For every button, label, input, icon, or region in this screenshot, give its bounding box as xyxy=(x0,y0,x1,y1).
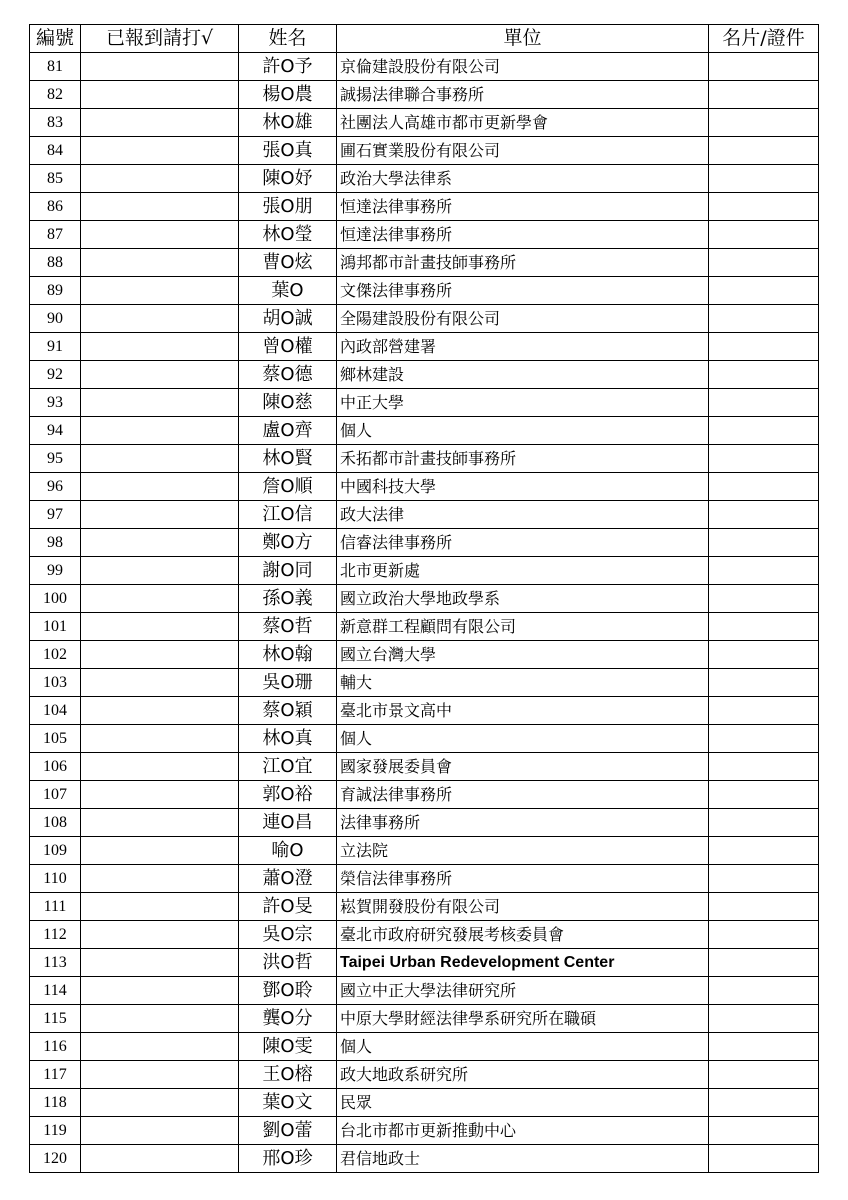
attendee-name: 林O瑩 xyxy=(239,221,337,249)
card-cell[interactable] xyxy=(709,977,819,1005)
table-row xyxy=(30,473,819,501)
checkin-cell[interactable] xyxy=(81,305,239,333)
card-cell[interactable] xyxy=(709,837,819,865)
attendee-unit: 國立政治大學地政學系 xyxy=(337,585,709,613)
attendee-name: 鄭O方 xyxy=(239,529,337,557)
row-number: 117 xyxy=(30,1061,81,1089)
checkin-cell[interactable] xyxy=(81,389,239,417)
table-body xyxy=(30,53,819,1173)
table-row xyxy=(30,613,819,641)
header-unit: 單位 xyxy=(337,25,709,53)
card-cell[interactable] xyxy=(709,557,819,585)
table-row xyxy=(30,697,819,725)
checkin-cell[interactable] xyxy=(81,1061,239,1089)
attendee-unit: 誠揚法律聯合事務所 xyxy=(337,81,709,109)
attendee-name: 喻O xyxy=(239,837,337,865)
row-number: 114 xyxy=(30,977,81,1005)
attendee-name: 曾O權 xyxy=(239,333,337,361)
attendee-unit: 恒達法律事務所 xyxy=(337,221,709,249)
checkin-cell[interactable] xyxy=(81,893,239,921)
card-cell[interactable] xyxy=(709,193,819,221)
attendee-name: 曹O炫 xyxy=(239,249,337,277)
attendee-unit: 台北市都市更新推動中心 xyxy=(337,1117,709,1145)
table-row xyxy=(30,389,819,417)
attendee-name: 林O賢 xyxy=(239,445,337,473)
attendee-unit: 文傑法律事務所 xyxy=(337,277,709,305)
row-number: 86 xyxy=(30,193,81,221)
row-number: 102 xyxy=(30,641,81,669)
row-number: 106 xyxy=(30,753,81,781)
attendee-name: 詹O順 xyxy=(239,473,337,501)
card-cell[interactable] xyxy=(709,697,819,725)
row-number: 109 xyxy=(30,837,81,865)
attendee-unit: 民眾 xyxy=(337,1089,709,1117)
attendee-name: 林O真 xyxy=(239,725,337,753)
card-cell[interactable] xyxy=(709,1061,819,1089)
checkin-cell[interactable] xyxy=(81,585,239,613)
row-number: 101 xyxy=(30,613,81,641)
attendee-unit: 政治大學法律系 xyxy=(337,165,709,193)
attendee-name: 洪O哲 xyxy=(239,949,337,977)
card-cell[interactable] xyxy=(709,53,819,81)
attendee-unit: 全陽建設股份有限公司 xyxy=(337,305,709,333)
row-number: 94 xyxy=(30,417,81,445)
card-cell[interactable] xyxy=(709,417,819,445)
attendee-unit: 圃石實業股份有限公司 xyxy=(337,137,709,165)
table-row xyxy=(30,1117,819,1145)
card-cell[interactable] xyxy=(709,389,819,417)
card-cell[interactable] xyxy=(709,81,819,109)
attendee-unit: 國立台灣大學 xyxy=(337,641,709,669)
table-row xyxy=(30,81,819,109)
checkin-cell[interactable] xyxy=(81,1089,239,1117)
table-row xyxy=(30,361,819,389)
card-cell[interactable] xyxy=(709,1145,819,1173)
table-row xyxy=(30,1061,819,1089)
table-row xyxy=(30,221,819,249)
attendee-unit: 政大法律 xyxy=(337,501,709,529)
attendee-name: 謝O同 xyxy=(239,557,337,585)
attendee-name: 楊O農 xyxy=(239,81,337,109)
row-number: 97 xyxy=(30,501,81,529)
card-cell[interactable] xyxy=(709,641,819,669)
card-cell[interactable] xyxy=(709,921,819,949)
checkin-cell[interactable] xyxy=(81,753,239,781)
checkin-cell[interactable] xyxy=(81,333,239,361)
row-number: 120 xyxy=(30,1145,81,1173)
table-row xyxy=(30,669,819,697)
card-cell[interactable] xyxy=(709,221,819,249)
attendee-unit: 臺北市景文高中 xyxy=(337,697,709,725)
row-number: 92 xyxy=(30,361,81,389)
table-row xyxy=(30,1033,819,1061)
attendee-name: 許O予 xyxy=(239,53,337,81)
checkin-cell[interactable] xyxy=(81,949,239,977)
checkin-cell[interactable] xyxy=(81,865,239,893)
row-number: 119 xyxy=(30,1117,81,1145)
attendee-name: 陳O慈 xyxy=(239,389,337,417)
attendee-name: 張O真 xyxy=(239,137,337,165)
header-name: 姓名 xyxy=(239,25,337,53)
row-number: 107 xyxy=(30,781,81,809)
attendee-unit: 育誠法律事務所 xyxy=(337,781,709,809)
row-number: 110 xyxy=(30,865,81,893)
card-cell[interactable] xyxy=(709,585,819,613)
header-checkin: 已報到請打√ xyxy=(81,25,239,53)
table-row xyxy=(30,333,819,361)
table-row xyxy=(30,949,819,977)
attendee-unit: 個人 xyxy=(337,417,709,445)
attendee-unit: 輔大 xyxy=(337,669,709,697)
checkin-cell[interactable] xyxy=(81,977,239,1005)
card-cell[interactable] xyxy=(709,277,819,305)
attendee-unit: 社團法人高雄市都市更新學會 xyxy=(337,109,709,137)
attendee-name: 郭O裕 xyxy=(239,781,337,809)
checkin-cell[interactable] xyxy=(81,193,239,221)
checkin-cell[interactable] xyxy=(81,613,239,641)
row-number: 84 xyxy=(30,137,81,165)
attendee-name: 劉O蕾 xyxy=(239,1117,337,1145)
row-number: 91 xyxy=(30,333,81,361)
attendee-name: 蔡O穎 xyxy=(239,697,337,725)
attendee-name: 張O朋 xyxy=(239,193,337,221)
row-number: 81 xyxy=(30,53,81,81)
checkin-cell[interactable] xyxy=(81,921,239,949)
row-number: 98 xyxy=(30,529,81,557)
attendee-name: 葉O xyxy=(239,277,337,305)
attendee-unit: Taipei Urban Redevelopment Center xyxy=(337,949,709,977)
row-number: 93 xyxy=(30,389,81,417)
card-cell[interactable] xyxy=(709,1005,819,1033)
checkin-cell[interactable] xyxy=(81,165,239,193)
table-row xyxy=(30,501,819,529)
attendee-unit: 君信地政士 xyxy=(337,1145,709,1173)
table-row xyxy=(30,109,819,137)
attendee-name: 許O旻 xyxy=(239,893,337,921)
attendee-name: 鄧O聆 xyxy=(239,977,337,1005)
table-row xyxy=(30,305,819,333)
card-cell[interactable] xyxy=(709,473,819,501)
row-number: 100 xyxy=(30,585,81,613)
table-row xyxy=(30,1005,819,1033)
checkin-cell[interactable] xyxy=(81,81,239,109)
table-row xyxy=(30,417,819,445)
checkin-cell[interactable] xyxy=(81,137,239,165)
card-cell[interactable] xyxy=(709,949,819,977)
attendee-unit: 國家發展委員會 xyxy=(337,753,709,781)
table-row xyxy=(30,865,819,893)
attendee-unit: 個人 xyxy=(337,1033,709,1061)
table-row xyxy=(30,837,819,865)
attendee-unit: 法律事務所 xyxy=(337,809,709,837)
row-number: 115 xyxy=(30,1005,81,1033)
attendee-unit: 中原大學財經法律學系研究所在職碩 xyxy=(337,1005,709,1033)
attendee-name: 吳O宗 xyxy=(239,921,337,949)
card-cell[interactable] xyxy=(709,865,819,893)
card-cell[interactable] xyxy=(709,613,819,641)
row-number: 104 xyxy=(30,697,81,725)
card-cell[interactable] xyxy=(709,501,819,529)
checkin-cell[interactable] xyxy=(81,529,239,557)
table-row xyxy=(30,809,819,837)
attendee-name: 連O昌 xyxy=(239,809,337,837)
attendee-unit: 禾拓都市計畫技師事務所 xyxy=(337,445,709,473)
card-cell[interactable] xyxy=(709,109,819,137)
row-number: 105 xyxy=(30,725,81,753)
attendee-unit: 中國科技大學 xyxy=(337,473,709,501)
row-number: 82 xyxy=(30,81,81,109)
checkin-cell[interactable] xyxy=(81,725,239,753)
card-cell[interactable] xyxy=(709,361,819,389)
header-card: 名片/證件 xyxy=(709,25,819,53)
attendee-name: 盧O齊 xyxy=(239,417,337,445)
card-cell[interactable] xyxy=(709,725,819,753)
table-row xyxy=(30,53,819,81)
row-number: 96 xyxy=(30,473,81,501)
table-row xyxy=(30,193,819,221)
card-cell[interactable] xyxy=(709,305,819,333)
table-row xyxy=(30,277,819,305)
checkin-cell[interactable] xyxy=(81,1005,239,1033)
card-cell[interactable] xyxy=(709,1033,819,1061)
attendee-unit: 政大地政系研究所 xyxy=(337,1061,709,1089)
card-cell[interactable] xyxy=(709,781,819,809)
attendee-name: 林O翰 xyxy=(239,641,337,669)
card-cell[interactable] xyxy=(709,669,819,697)
attendee-name: 龔O分 xyxy=(239,1005,337,1033)
table-row xyxy=(30,921,819,949)
checkin-cell[interactable] xyxy=(81,1033,239,1061)
attendee-name: 邢O珍 xyxy=(239,1145,337,1173)
card-cell[interactable] xyxy=(709,753,819,781)
attendee-name: 胡O誠 xyxy=(239,305,337,333)
row-number: 89 xyxy=(30,277,81,305)
attendee-unit: 臺北市政府研究發展考核委員會 xyxy=(337,921,709,949)
table-row xyxy=(30,641,819,669)
row-number: 83 xyxy=(30,109,81,137)
card-cell[interactable] xyxy=(709,445,819,473)
checkin-cell[interactable] xyxy=(81,473,239,501)
attendee-name: 葉O文 xyxy=(239,1089,337,1117)
card-cell[interactable] xyxy=(709,1089,819,1117)
attendance-table xyxy=(29,24,819,1173)
checkin-cell[interactable] xyxy=(81,249,239,277)
attendee-unit: 鄉林建設 xyxy=(337,361,709,389)
card-cell[interactable] xyxy=(709,249,819,277)
attendee-name: 吳O珊 xyxy=(239,669,337,697)
row-number: 118 xyxy=(30,1089,81,1117)
checkin-cell[interactable] xyxy=(81,109,239,137)
attendee-name: 林O雄 xyxy=(239,109,337,137)
attendee-name: 蕭O澄 xyxy=(239,865,337,893)
attendee-unit: 信睿法律事務所 xyxy=(337,529,709,557)
attendee-unit: 國立中正大學法律研究所 xyxy=(337,977,709,1005)
checkin-cell[interactable] xyxy=(81,669,239,697)
attendee-unit: 個人 xyxy=(337,725,709,753)
card-cell[interactable] xyxy=(709,165,819,193)
checkin-cell[interactable] xyxy=(81,1145,239,1173)
table-row xyxy=(30,137,819,165)
checkin-cell[interactable] xyxy=(81,501,239,529)
row-number: 113 xyxy=(30,949,81,977)
table-row xyxy=(30,585,819,613)
header-number: 編號 xyxy=(30,25,81,53)
attendee-unit: 北市更新處 xyxy=(337,557,709,585)
table-row xyxy=(30,1145,819,1173)
table-row xyxy=(30,165,819,193)
checkin-cell[interactable] xyxy=(81,781,239,809)
checkin-cell[interactable] xyxy=(81,557,239,585)
attendee-unit: 新意群工程顧問有限公司 xyxy=(337,613,709,641)
row-number: 90 xyxy=(30,305,81,333)
checkin-cell[interactable] xyxy=(81,837,239,865)
attendee-unit: 恒達法律事務所 xyxy=(337,193,709,221)
row-number: 116 xyxy=(30,1033,81,1061)
row-number: 108 xyxy=(30,809,81,837)
attendee-unit: 中正大學 xyxy=(337,389,709,417)
attendee-unit: 榮信法律事務所 xyxy=(337,865,709,893)
table-row xyxy=(30,445,819,473)
checkin-cell[interactable] xyxy=(81,361,239,389)
table-row xyxy=(30,557,819,585)
table-row xyxy=(30,977,819,1005)
row-number: 87 xyxy=(30,221,81,249)
attendee-name: 蔡O哲 xyxy=(239,613,337,641)
attendee-unit: 內政部營建署 xyxy=(337,333,709,361)
attendee-unit: 立法院 xyxy=(337,837,709,865)
card-cell[interactable] xyxy=(709,893,819,921)
row-number: 111 xyxy=(30,893,81,921)
attendee-name: 蔡O德 xyxy=(239,361,337,389)
attendee-unit: 崧賀開發股份有限公司 xyxy=(337,893,709,921)
attendee-name: 陳O妤 xyxy=(239,165,337,193)
checkin-cell[interactable] xyxy=(81,445,239,473)
checkin-cell[interactable] xyxy=(81,277,239,305)
checkin-cell[interactable] xyxy=(81,641,239,669)
table-row xyxy=(30,781,819,809)
checkin-cell[interactable] xyxy=(81,697,239,725)
row-number: 112 xyxy=(30,921,81,949)
table-row xyxy=(30,249,819,277)
table-row xyxy=(30,893,819,921)
checkin-cell[interactable] xyxy=(81,53,239,81)
header-row xyxy=(30,25,819,53)
attendee-unit: 京倫建設股份有限公司 xyxy=(337,53,709,81)
row-number: 95 xyxy=(30,445,81,473)
attendee-unit: 鴻邦都市計畫技師事務所 xyxy=(337,249,709,277)
table-row xyxy=(30,753,819,781)
table-row xyxy=(30,725,819,753)
row-number: 85 xyxy=(30,165,81,193)
checkin-cell[interactable] xyxy=(81,221,239,249)
card-cell[interactable] xyxy=(709,809,819,837)
row-number: 99 xyxy=(30,557,81,585)
row-number: 88 xyxy=(30,249,81,277)
card-cell[interactable] xyxy=(709,529,819,557)
card-cell[interactable] xyxy=(709,137,819,165)
row-number: 103 xyxy=(30,669,81,697)
attendee-name: 陳O雯 xyxy=(239,1033,337,1061)
attendee-name: 江O信 xyxy=(239,501,337,529)
table-row xyxy=(30,1089,819,1117)
checkin-cell[interactable] xyxy=(81,417,239,445)
checkin-cell[interactable] xyxy=(81,809,239,837)
card-cell[interactable] xyxy=(709,333,819,361)
table-row xyxy=(30,529,819,557)
checkin-cell[interactable] xyxy=(81,1117,239,1145)
attendee-name: 孫O義 xyxy=(239,585,337,613)
attendee-name: 王O榕 xyxy=(239,1061,337,1089)
attendee-name: 江O宜 xyxy=(239,753,337,781)
card-cell[interactable] xyxy=(709,1117,819,1145)
